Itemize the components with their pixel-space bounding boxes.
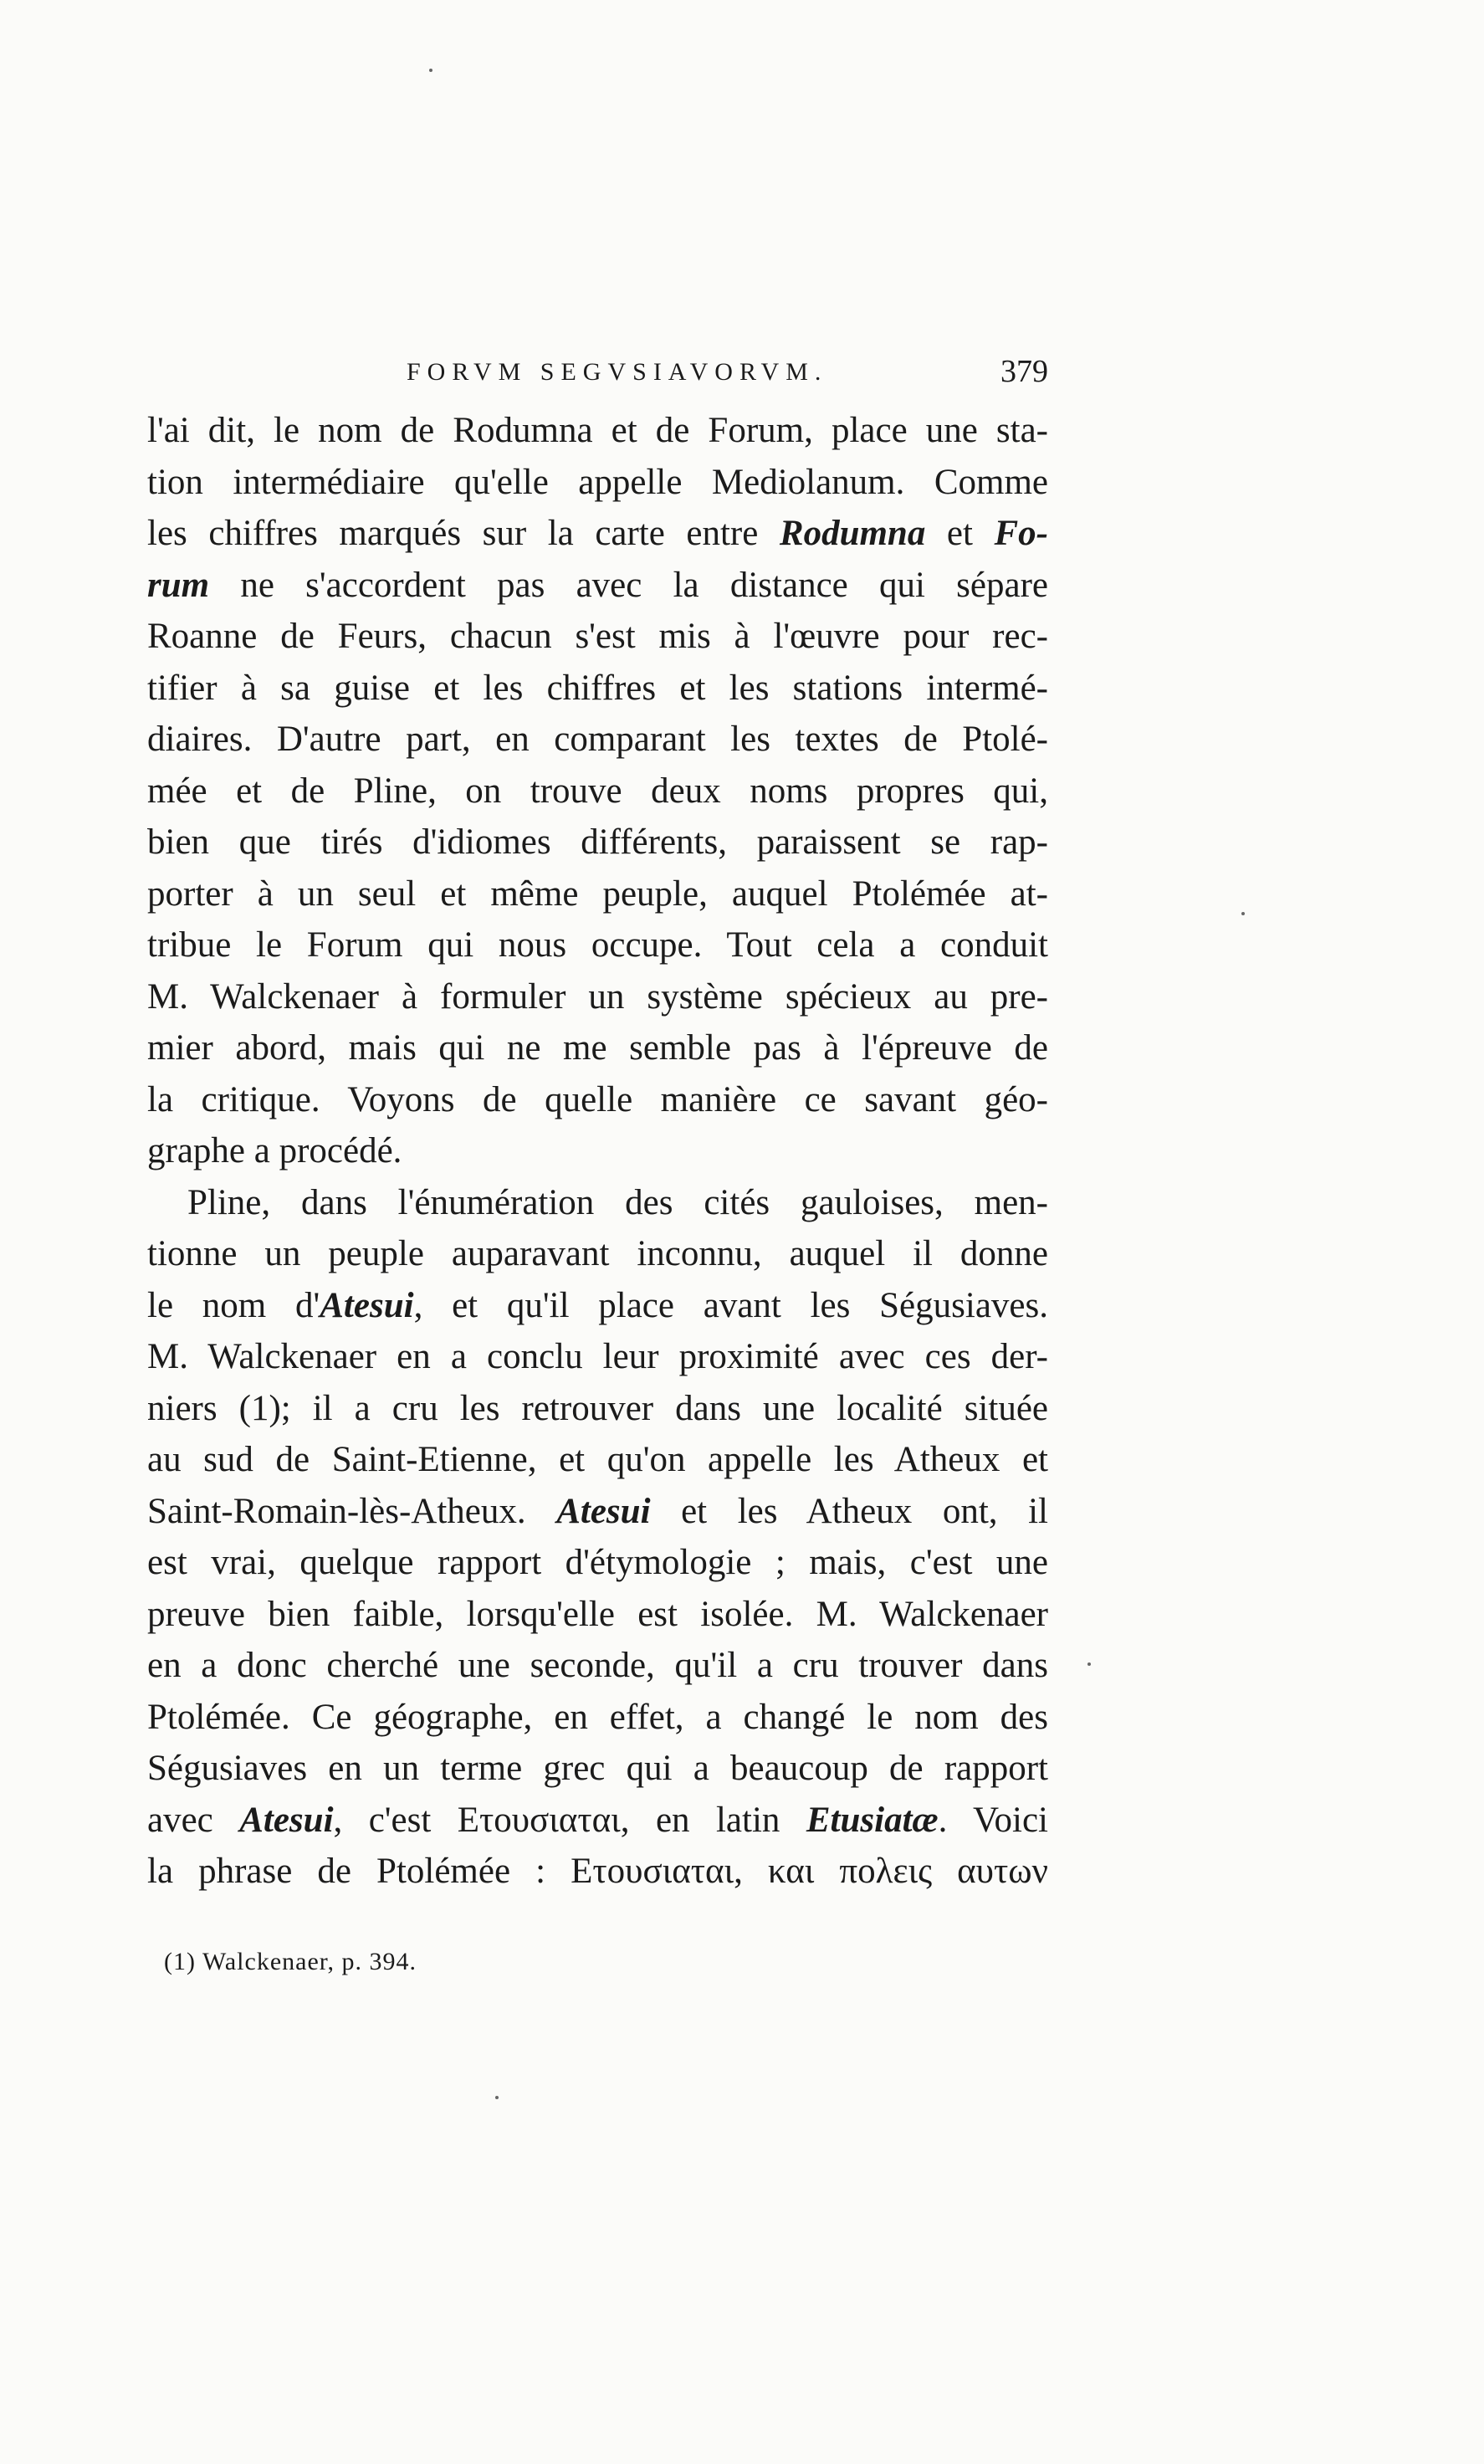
text-line: la phrase de Ptolémée : Ετουσιαται, και πολεις αυτων [147,1852,1048,1891]
text-segment: les chiffres marqués sur la carte entre [147,514,780,553]
text-segment: le nom d' [147,1285,320,1325]
italic-term: Etusiatæ [806,1800,939,1840]
text-line: Pline, dans l'énumération des cités gauloises, men- [187,1182,1048,1222]
text-segment: et [925,514,995,553]
text-line: tifier à sa guise et les chiffres et les stations intermé- [147,668,1048,708]
text-line: est vrai, quelque rapport d'étymologie ; mais, c'est une [147,1543,1048,1582]
text-line: preuve bien faible, lorsqu'elle est isolée. M. Walckenaer [147,1594,1048,1634]
text-line: porter à un seul et même peuple, auquel Ptolémée at- [147,873,1048,914]
text-line: mée et de Pline, on trouve deux noms propres qui, [147,771,1048,811]
running-header [147,354,1048,405]
text-line [147,1795,1048,1847]
text-line: la critique. Voyons de quelle manière ce savant géo- [147,1079,1048,1119]
text-line [147,1486,1048,1538]
scan-speck [1241,912,1245,915]
text-line: au sud de Saint-Etienne, et qu'on appelle les Atheux et [147,1440,1048,1479]
italic-term: Fo- [994,514,1048,553]
running-title: FORVM SEGVSIAVORVM. [407,358,828,386]
text-line: tion intermédiaire qu'elle appelle Mediolanum. Comme [147,462,1048,502]
italic-term: Atesui [320,1285,414,1325]
text-line: Roanne de Feurs, chacun s'est mis à l'œuvre pour rec- [147,617,1048,656]
text-line: graphe a procédé. [147,1131,402,1171]
text-line: l'ai dit, le nom de Rodumna et de Forum, place une sta- [147,411,1048,450]
text-line [147,508,1048,560]
body-text [147,405,1048,1898]
text-line: tionne un peuple auparavant inconnu, auquel il donne [147,1234,1048,1273]
footnote: (1) Walckenaer, p. 394. [164,1948,417,1975]
text-line: M. Walckenaer en a conclu leur proximité avec ces der- [147,1337,1048,1376]
text-segment: et les Atheux ont, il [650,1491,1048,1531]
text-segment: , et qu'il place avant les Ségusiaves. [413,1285,1048,1325]
italic-term: Atesui [556,1491,651,1531]
text-line: M. Walckenaer à formuler un système spécieux au pre- [147,976,1048,1017]
paragraph-2 [147,1177,1048,1898]
text-line: niers (1); il a cru les retrouver dans une localité située [147,1388,1048,1428]
text-segment: , c'est Ετουσιαται, en latin [333,1800,806,1840]
scan-speck [495,2096,499,2099]
scan-speck [429,69,432,72]
page-number: 379 [1000,354,1048,389]
text-line: mier abord, mais qui ne me semble pas à l'épreuve de [147,1028,1048,1068]
text-line: Ségusiaves en un terme grec qui a beaucoup de rapport [147,1749,1048,1788]
italic-term: Rodumna [779,514,926,553]
text-segment: Saint-Romain-lès-Atheux. [147,1491,557,1531]
text-line: en a donc cherché une seconde, qu'il a cru trouver dans [147,1646,1048,1685]
paragraph-1 [147,405,1048,1177]
text-segment: ne s'accordent pas avec la distance qui sépare [209,565,1048,605]
italic-term: Atesui [239,1800,334,1840]
text-line [147,1280,1048,1332]
text-line [147,560,1048,612]
text-line: bien que tirés d'idiomes différents, paraissent se rap- [147,822,1048,862]
scan-speck [1087,1662,1091,1666]
text-segment: avec [147,1800,240,1840]
italic-term: rum [147,565,210,605]
text-segment: . Voici [938,1800,1048,1840]
text-line: tribue le Forum qui nous occupe. Tout cela a conduit [147,925,1048,965]
text-line: diaires. D'autre part, en comparant les textes de Ptolé- [147,720,1048,759]
text-line: Ptolémée. Ce géographe, en effet, a changé le nom des [147,1697,1048,1737]
